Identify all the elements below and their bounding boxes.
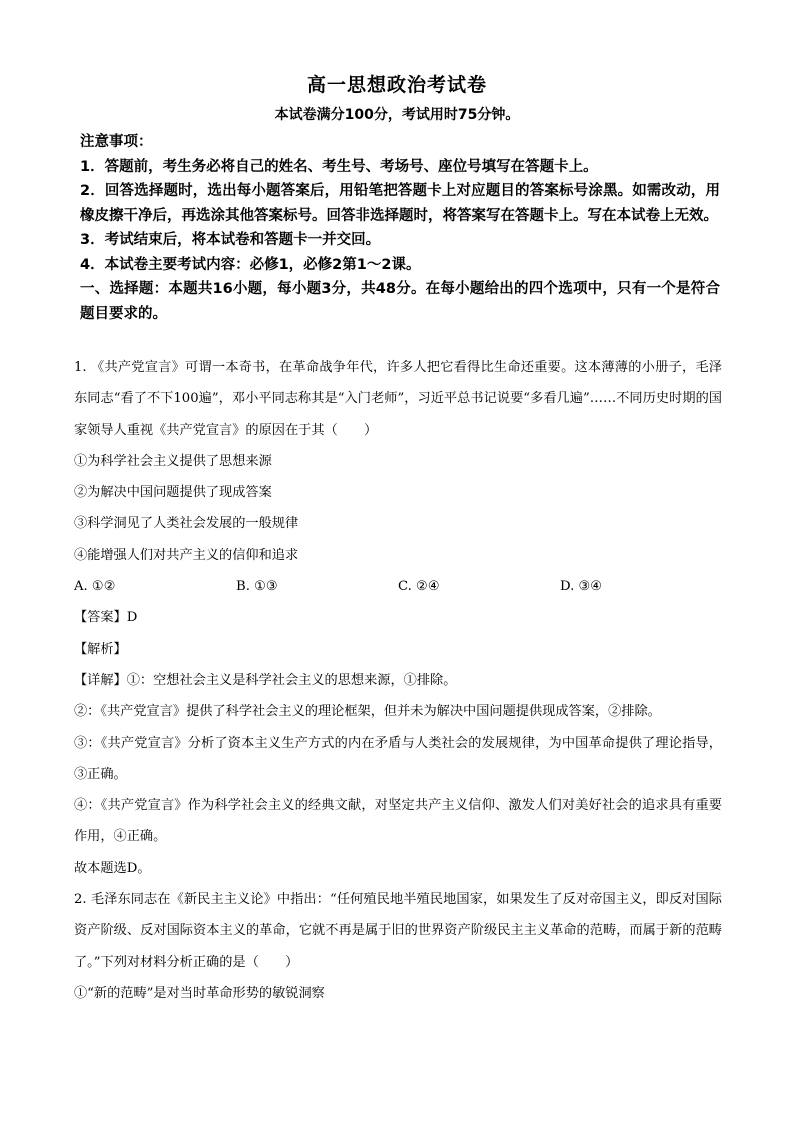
notice-block — [80, 130, 720, 326]
exam-title: 高一思想政治考试卷 — [306, 74, 487, 96]
q1-detail-line: ④：《共产党宣言》作为科学社会主义的经典文献，对坚定共产主义信仰、激发人们对美好社会的追求具有重要作用，④正确。 — [74, 798, 722, 845]
q1-analysis-line — [74, 634, 722, 665]
q1-answer-line — [74, 602, 722, 633]
q1-statement: ①为科学社会主义提供了思想来源 — [74, 453, 272, 469]
answer-label: 【答案】 — [74, 610, 127, 626]
q1-option-a: A. ①② — [74, 579, 116, 595]
q1-stem: 1. 《共产党宣言》可谓一本奇书，在革命战争年代，许多人把它看得比生命还重要。这本薄薄的小册子，毛泽东同志“看了不下100遍”，邓小平同志称其是“入门老师”，习近平总书记说要“多看几遍”……不同历史时期的国家领导人重视《共产党宣言》的原因在于其（ ） — [74, 360, 722, 438]
q1-statement: ③科学洞见了人类社会发展的一般规律 — [74, 516, 299, 532]
section-heading: 一、选择题：本题共16小题，每小题3分，共48分。在每小题给出的四个选项中，只有一个是符合题目要求的。 — [80, 281, 720, 322]
notice-item: 4．本试卷主要考试内容：必修1，必修2第1～2课。 — [80, 256, 421, 273]
q2-stem: 2. 毛泽东同志在《新民主主义论》中指出：“任何殖民地半殖民地国家，如果发生了反对帝国主义，即反对国际资产阶级、反对国际资本主义的革命，它就不再是属于旧的世界资产阶级民主主义革命的范畴，而属于新的范畴了。”下列对材料分析正确的是（ ） — [74, 892, 722, 970]
notice-item: 2．回答选择题时，选出每小题答案后，用铅笔把答题卡上对应题目的答案标号涂黑。如需改动，用橡皮擦干净后，再选涂其他答案标号。回答非选择题时，将答案写在答题卡上。写在本试卷上无效。 — [80, 183, 720, 224]
q1-conclusion: 故本题选D。 — [74, 860, 151, 876]
q1-detail-line: ②：《共产党宣言》提供了科学社会主义的理论框架，但并未为解决中国问题提供现成答案，②排除。 — [74, 704, 661, 720]
analysis-label: 【解析】 — [74, 641, 127, 657]
q1-statement: ②为解决中国问题提供了现成答案 — [74, 485, 272, 501]
answer-value: D — [126, 610, 138, 626]
notice-item: 3．考试结束后，将本试卷和答题卡一并交回。 — [80, 232, 381, 248]
q1-option-c: C. ②④ — [398, 579, 440, 595]
notice-item: 1．答题前，考生务必将自己的姓名、考生号、考场号、座位号填写在答题卡上。 — [80, 158, 598, 175]
q1-options — [74, 571, 722, 602]
q1-detail-line — [74, 665, 722, 696]
q1-detail-line: ③：《共产党宣言》分析了资本主义生产方式的内在矛盾与人类社会的发展规律，为中国革命提供了理论指导，③正确。 — [74, 735, 722, 782]
detail-label: 【详解】 — [74, 672, 127, 688]
exam-subtitle: 本试卷满分100分，考试用时75分钟。 — [274, 107, 520, 123]
detail-text: ①：空想社会主义是科学社会主义的思想来源，①排除。 — [126, 672, 457, 688]
notice-heading: 注意事项： — [80, 134, 153, 150]
q1-option-d: D. ③④ — [560, 579, 603, 595]
q1-statement: ④能增强人们对共产主义的信仰和追求 — [74, 547, 299, 563]
q1-option-b: B. ①③ — [236, 579, 278, 595]
question-content — [74, 352, 722, 1009]
q2-statement: ①“新的范畴”是对当时革命形势的敏锐洞察 — [74, 985, 325, 1001]
